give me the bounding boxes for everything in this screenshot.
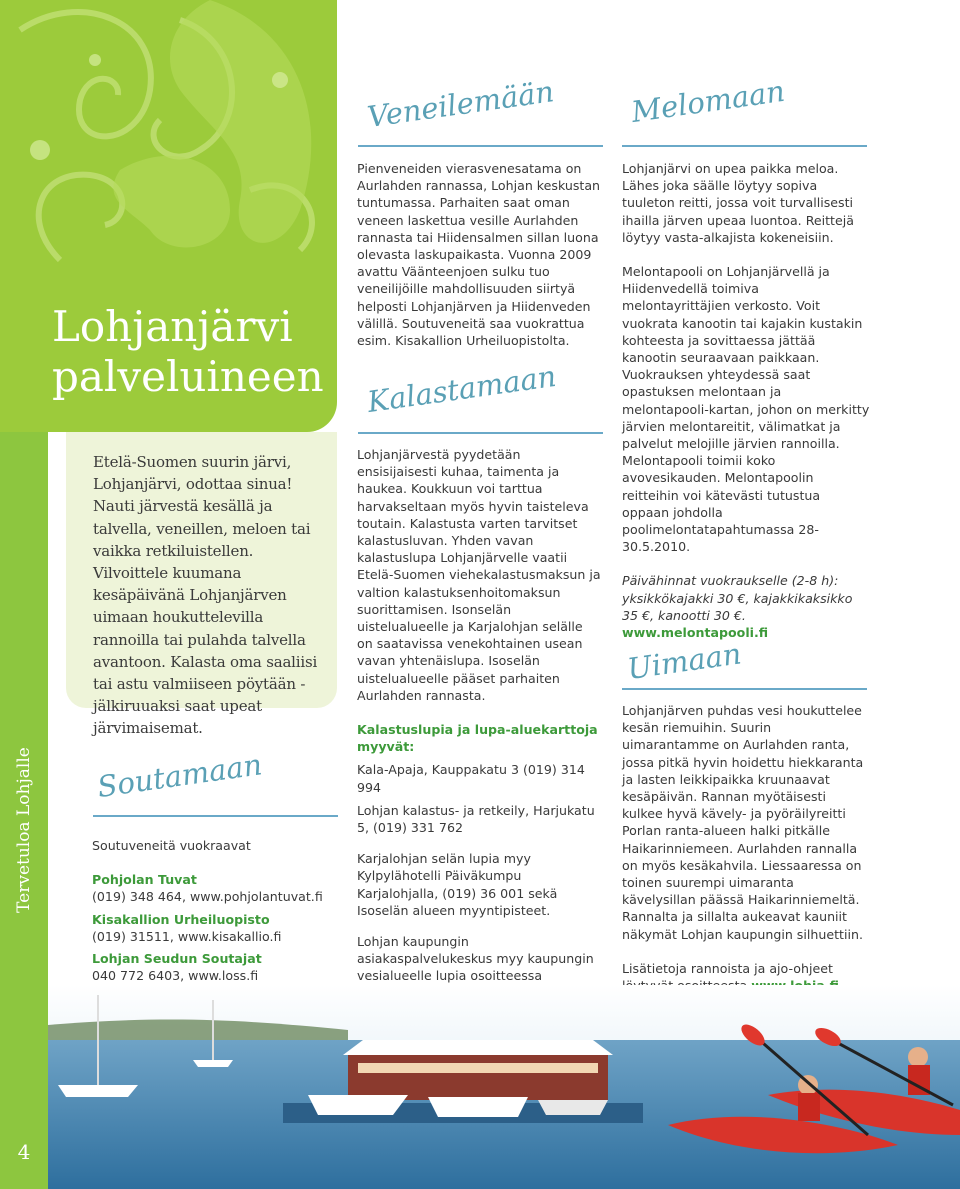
melontapooli-link[interactable]: www.melontapooli.fi [622, 625, 769, 641]
soutamaan-heading: Soutamaan [95, 747, 265, 804]
veneilemaan-text: Pienveneiden vierasvenesatama on Aurlahden rannassa, Lohjan keskustan tuntumassa. Parhaiten saat oman veneen laskettua vesille Aurlahden rannasta tai Hiidensalmen sillan luona olevasta laskupaikasta. Vuonna 2009 avattu Väänteenjoen sulku tuo veneilijöille mahdollisuuden siirtyä helposti Lohjanjärven ja Hiidenveden välillä. Soutuveneitä saa vuokrattua esim. Kisakallion Urheiluopistolta. [357, 161, 601, 349]
soutamaan-underline [93, 815, 338, 817]
seller-item: Kala-Apaja, Kauppakatu 3 (019) 314 994 [357, 762, 585, 795]
kalastamaan-underline [358, 432, 603, 434]
melomaan-underline [622, 145, 867, 147]
title-line-1: Lohjanjärvi [52, 302, 293, 351]
melomaan-p1: Lohjanjärvi on upea paikka meloa. Lähes joka säälle löytyy sopiva tuuleton reitti, jossa voit turvallisesti ihailla järven upeaa luontoa. Reittejä löytyy vasta-alkajista kokeneisiin. [622, 161, 854, 245]
uimaan-section [622, 702, 870, 994]
provider-contact[interactable]: (019) 31511, www.kisakallio.fi [92, 928, 282, 944]
kalastamaan-heading: Kalastamaan [365, 358, 559, 419]
page-number: 4 [17, 1140, 31, 1164]
lake-photo [48, 985, 960, 1189]
veneilemaan-heading: Veneilemään [365, 74, 556, 134]
vertical-label: Tervetuloa Lohjalle [14, 747, 34, 913]
sidebar-labels [0, 0, 48, 1189]
veneilemaan-underline [358, 145, 603, 147]
melomaan-section [622, 160, 870, 641]
melomaan-p2: Melontapooli on Lohjanjärvellä ja Hiidenvedellä toimiva melontayrittäjien verkosto. Voit vuokrata kanootin tai kajakin kustakin kohteesta ja sovittaessa jättää kanootin seuraavaan paikkaan. Vuokrauksen yhteydessä saat opastuksen melontaan ja melontapooli-kartan, johon on merkitty järvien melontareitit, välimatkat ja palvelut melojille järvien rannoilla. Melontapooli toimii koko avovesikauden. Melontapoolin reitteihin voi kätevästi tutustua oppaan johdolla poolimelontatapahtumassa 28-30.5.2010. [622, 264, 870, 555]
seller-item: Lohjan kalastus- ja retkeily, Harjukatu 5, (019) 331 762 [357, 802, 595, 836]
kalastamaan-section [357, 446, 602, 1050]
uimaan-text: Lohjanjärven puhdas vesi houkuttelee kesän riemuihin. Suurin uimarantamme on Aurlahden ranta, jossa pitkä hyvin hoidettu hiekkaranta ja lasten leikkipaikka kruunaavat kesäpäivän. Rannan myötäisesti kulkee hyvä kävely- ja pyöräilyreitti Porlan ranta-alueen halki pitkälle Haikarinniemeen. Aurlahden rannalla on myös kesäkahvila. Liessaaressa on toinen suurempi uimaranta kävelysillan päässä Haikarinniemeltä. Rannalta ja sillalta aukeavat kauniit näkymät Lohjan kaupungin silhuettiin. [622, 703, 864, 942]
provider-contact[interactable]: (019) 348 464, www.pohjolantuvat.fi [92, 889, 323, 905]
kalastamaan-text: Lohjanjärvestä pyydetään ensisijaisesti kuhaa, taimenta ja haukea. Koukkuun voi tarttua harvakseltaan myös hyvin taisteleva toutain. Kalastusta varten tarvitset kalastusluvan. Yhden vavan kalastuslupa Lohjanjärvelle vaatii Etelä-Suomen viehekalastusmaksun ja valtion kalastuksenhoitomaksun suorittamisen. Isonselän uistelualueelle ja Karjalohjan selälle on saatavissa venekohtainen usean vavan yhtenäislupa. Isoselän uistelualueelle pääset parhaiten Aurlahden rannasta. [357, 447, 601, 703]
provider-contact[interactable]: 040 772 6403, www.loss.fi [92, 968, 259, 984]
provider-name: Lohjan Seudun Soutajat [92, 951, 262, 967]
provider-name: Pohjolan Tuvat [92, 872, 197, 888]
soutamaan-section [92, 837, 337, 984]
melomaan-prices: Päivähinnat vuokraukselle (2-8 h): yksikkökajakki 30 €, kajakkikaksikko 35 €, kanootti 30 €. [622, 573, 853, 623]
intro-text: Etelä-Suomen suurin järvi, Lohjanjärvi, odottaa sinua! Nauti järvestä kesällä ja talvella, veneillen, meloen tai vaikka retkiluistellen. Vilvoittele kuumana kesäpäivänä Lohjanjärven uimaan houkuttelevilla rannoilla tai pulahda talvella avantoon. Kalasta oma saaliisi tai astu valmiiseen pöytään - jälkiruuaksi saat upeat järvimaisemat. [93, 453, 318, 738]
page-title [52, 302, 332, 402]
uimaan-underline [622, 688, 867, 690]
melomaan-heading: Melomaan [629, 73, 787, 129]
uimaan-more-text: Lisätietoja rannoista ja ajo-ohjeet [622, 960, 833, 976]
soutamaan-subtitle: Soutuveneitä vuokraavat [92, 838, 251, 853]
title-line-2: palveluineen [52, 352, 324, 401]
sellers-heading: Kalastuslupia ja lupa-aluekarttoja myyvät: [357, 722, 598, 755]
provider-name: Kisakallion Urheiluopisto [92, 911, 270, 927]
seller-item: Lohjan kaupungin asiakaspalvelukeskus myy kaupungin vesialueelle lupia osoitteessa [357, 934, 594, 984]
seller-item: Karjalohjan selän lupia myy Kylpylähotelli Päiväkumpu Karjalohjalla, (019) 36 001 sekä Isoselän alueen myyntipisteet. [357, 851, 558, 918]
uimaan-heading: Uimaan [625, 636, 744, 686]
